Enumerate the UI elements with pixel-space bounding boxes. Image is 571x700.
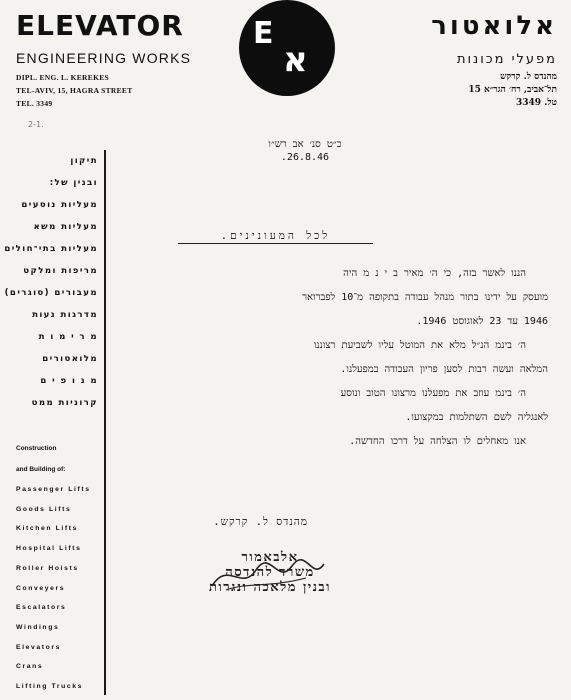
company-subtitle-en: ENGINEERING WORKS (16, 50, 192, 66)
service-item-he: מעליות בתי־חולים (4, 244, 98, 254)
service-item-he: מעליות נוסעים (21, 200, 98, 210)
date-hebrew: כ״ט סנ׳ אב רש״ו (268, 139, 342, 150)
services-list-en (16, 438, 102, 697)
body-line: הננו לאשר בזה, כי ה׳ מאיר ב י נ מ היה (343, 268, 526, 279)
margin-mark: 2-1. (28, 120, 44, 129)
service-item-he: תיקון (70, 156, 98, 166)
service-item-en: Kitchen Lifts (16, 525, 78, 533)
service-item-he: מדרגות נעות (32, 310, 98, 320)
service-item-en: Conveyers (16, 584, 66, 592)
service-item-en: Crans (16, 663, 44, 671)
service-item-en: Goods Lifts (16, 505, 72, 513)
body-line: ה׳ בינמ הנ״ל מלא את המוטל עליו לשביעת רצוננו (313, 340, 526, 351)
service-item-en: Passenger Lifts (16, 486, 91, 493)
address-line: טל. 3349 (516, 98, 557, 108)
service-item-he: מ נ ו פ י ם (40, 376, 98, 386)
service-item-he: מ ר י מ ו ת (38, 332, 98, 342)
letter-heading: לכל המעונינים. (178, 230, 373, 244)
letter-body (130, 262, 548, 454)
address-he (367, 71, 557, 110)
address-line: מהנדס ל. קרקש (500, 72, 557, 82)
handwritten-signature (208, 556, 328, 594)
body-line: המלאה ועשה רבות לסען פריון העבודה במפעלנו. (340, 364, 548, 375)
services-heading-en: Construction (16, 445, 57, 452)
date-numeric: .26.8.46 (280, 152, 330, 163)
letterhead-hebrew (367, 10, 557, 110)
address-line: TEL-AVIV, 15, HAGRA STREET (16, 86, 133, 95)
stamp-line: אלבאמור (241, 550, 299, 565)
body-line: ה׳ בינמ עוזב את מפעלנו מרצונו הטוב ונוסע (340, 388, 526, 399)
company-emblem (239, 0, 335, 96)
service-item-he: מעבורים (סוגרים) (4, 288, 98, 298)
service-item-en: Roller Hoists (16, 564, 79, 572)
emblem-letter-e: E (253, 16, 274, 51)
body-line: מועסק על ידינו בתור מנהל עבודה בתקופה מ־10 לפברואר (302, 292, 548, 303)
body-line: 1946 עד 23 לאוגוסט 1946. (416, 316, 548, 327)
service-item-he: מלואסורים (42, 354, 98, 364)
stamp-line: משרד להנדסה (225, 565, 315, 580)
company-subtitle-he: מפעלי מכונות (456, 52, 557, 67)
signer-name: מהנדס ל. קרקש. (213, 516, 308, 528)
services-list-he (4, 150, 98, 414)
body-line: אנו מאחלים לו הצלחה על דרכו החדשה. (349, 436, 526, 447)
service-item-en: Escalators (16, 604, 67, 612)
service-item-en: Hospital Lifts (16, 545, 82, 553)
service-item-en: Windings (16, 623, 60, 631)
address-line: DIPL. ENG. L. KEREKES (16, 73, 109, 82)
stamp-line: ובנין מלאכה ונגרות (208, 580, 332, 595)
company-stamp (200, 550, 340, 595)
service-item-he: קרוניות ממט (31, 398, 98, 408)
emblem-letter-alef: א (283, 40, 308, 80)
service-item-he: מעליות משא (33, 222, 98, 232)
service-item-en: Lifting Trucks (16, 683, 83, 691)
address-line: TEL. 3349 (16, 99, 53, 108)
service-item-he: ובנין של: (49, 178, 98, 188)
company-name-en: ELEVATOR (16, 9, 184, 42)
body-line: לאנגליה לשם השתלמות במקצועו. (405, 412, 548, 423)
service-item-he: מריפות ומלקט (23, 266, 98, 276)
services-heading-en: and Building of: (16, 466, 66, 473)
service-item-en: Elevators (16, 643, 62, 651)
column-divider (104, 150, 106, 695)
address-en (16, 71, 216, 110)
company-name-he: אלואטור (431, 11, 557, 41)
address-line: תל־אביב, רח׳ הגר״א 15 (468, 85, 557, 95)
letterhead-english (16, 10, 216, 110)
